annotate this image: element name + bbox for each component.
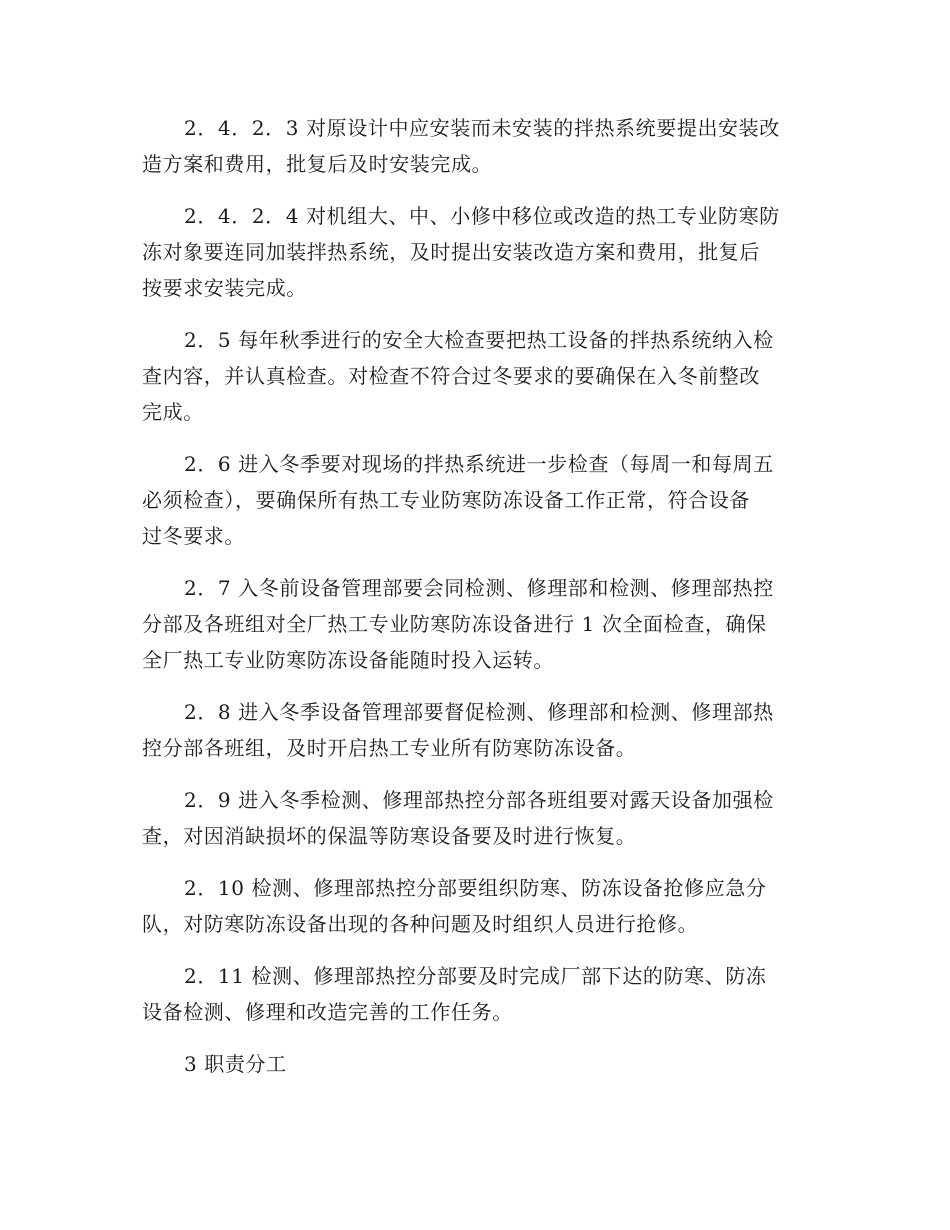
- paragraph-line: 全厂热工专业防寒防冻设备能随时投入运转。: [142, 648, 554, 672]
- paragraph-line: 2．8 进入冬季设备管理部要督促检测、修理部和检测、修理部热: [184, 700, 774, 724]
- paragraph-2-10: [142, 870, 810, 942]
- paragraph-2-4-2-4: [142, 198, 810, 306]
- paragraph-line: 2．6 进入冬季要对现场的拌热系统进一步检查（每周一和每周五: [184, 452, 774, 476]
- paragraph-2-11: [142, 958, 810, 1030]
- section-heading-text: 3 职责分工: [184, 1052, 287, 1076]
- paragraph-2-8: [142, 694, 810, 766]
- paragraph-line: 查内容，并认真检查。对检查不符合过冬要求的要确保在入冬前整改: [142, 364, 760, 388]
- document-body: [142, 110, 810, 1098]
- paragraph-line: 完成。: [142, 400, 204, 424]
- paragraph-line: 查，对因消缺损坏的保温等防寒设备要及时进行恢复。: [142, 824, 637, 848]
- paragraph-line: 2．7 入冬前设备管理部要会同检测、修理部和检测、修理部热控: [184, 576, 774, 600]
- paragraph-line: 按要求安装完成。: [142, 276, 307, 300]
- paragraph-2-9: [142, 782, 810, 854]
- paragraph-line: 造方案和费用，批复后及时安装完成。: [142, 152, 493, 176]
- paragraph-line: 2．4．2．3 对原设计中应安装而未安装的拌热系统要提出安装改: [184, 116, 780, 140]
- paragraph-line: 2．4．2．4 对机组大、中、小修中移位或改造的热工专业防寒防: [184, 204, 780, 228]
- paragraph-2-4-2-3: [142, 110, 810, 182]
- paragraph-line: 2．5 每年秋季进行的安全大检查要把热工设备的拌热系统纳入检: [184, 328, 774, 352]
- section-heading-3: [142, 1046, 810, 1082]
- paragraph-2-6: [142, 446, 810, 554]
- paragraph-line: 设备检测、修理和改造完善的工作任务。: [142, 1000, 513, 1024]
- paragraph-line: 过冬要求。: [142, 524, 245, 548]
- paragraph-line: 2．10 检测、修理部热控分部要组织防寒、防冻设备抢修应急分: [184, 876, 767, 900]
- paragraph-line: 2．11 检测、修理部热控分部要及时完成厂部下达的防寒、防冻: [184, 964, 767, 988]
- paragraph-2-5: [142, 322, 810, 430]
- paragraph-line: 2．9 进入冬季检测、修理部热控分部各班组要对露天设备加强检: [184, 788, 774, 812]
- paragraph-line: 分部及各班组对全厂热工专业防寒防冻设备进行 1 次全面检查，确保: [142, 612, 767, 636]
- paragraph-line: 队，对防寒防冻设备出现的各种问题及时组织人员进行抢修。: [142, 912, 699, 936]
- paragraph-line: 控分部各班组，及时开启热工专业所有防寒防冻设备。: [142, 736, 637, 760]
- paragraph-2-7: [142, 570, 810, 678]
- paragraph-line: 冻对象要连同加装拌热系统，及时提出安装改造方案和费用，批复后: [142, 240, 760, 264]
- paragraph-line: 必须检查），要确保所有热工专业防寒防冻设备工作正常，符合设备: [142, 488, 750, 512]
